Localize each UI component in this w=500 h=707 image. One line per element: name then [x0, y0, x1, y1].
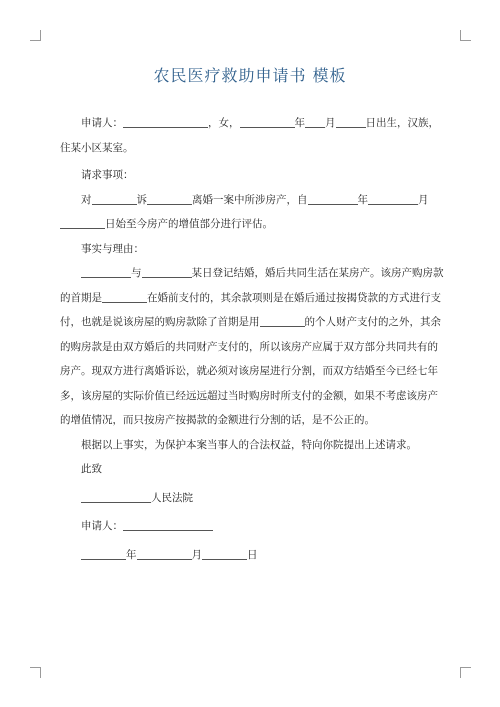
applicant-paragraph: 申请人： ，女， 年 月 日出生，汉族，住某小区某室。 — [60, 117, 439, 154]
request-heading: 请求事项： — [81, 169, 134, 181]
request-month-blank[interactable] — [368, 192, 418, 205]
signature-line: 申请人： — [60, 514, 445, 539]
defendant-blank[interactable] — [147, 192, 192, 205]
document-body — [60, 111, 445, 567]
date-month-blank[interactable] — [137, 547, 192, 560]
request-year-blank[interactable] — [308, 192, 358, 205]
date-line: 年 月 日 — [60, 543, 445, 568]
date-day-blank[interactable] — [202, 547, 247, 560]
applicant-label: 申请人： — [81, 117, 123, 129]
birth-year-blank[interactable] — [240, 115, 295, 128]
crop-mark-top-right — [460, 30, 471, 41]
signature-blank[interactable] — [123, 518, 213, 531]
plaintiff-blank[interactable] — [92, 192, 137, 205]
request-day-blank[interactable] — [60, 216, 105, 229]
court-line: 人民法院 — [60, 486, 445, 511]
applicant-name-blank[interactable] — [123, 115, 208, 128]
crop-mark-bottom-left — [30, 667, 41, 678]
facts-paragraph: 与 某日登记结婚，婚后共同生活在某房产。该房产购房款的首期是 在婚前支付的，其余款项则是在婚后通过按揭贷款的方式进行支付，也就是说该房屋的购房款除了首期是用 的个人财产支付的之外，其余的购房款是由双方婚后的共同财产支付的，所以该房产应属于双方部分共同共有的房产。现双方进行离婚诉讼，就必须对该房屋进行分割，而双方结婚至今已经七年多，该房屋的实际价值已经远远超过当时购房时所支付的金额，如果不考虑该房产的增值情况，而只按房产按揭款的金额进行分割的话，是不公正的。 — [60, 267, 444, 426]
crop-mark-top-left — [30, 30, 41, 41]
birth-month-blank[interactable] — [305, 115, 325, 128]
party-two-blank[interactable] — [142, 265, 192, 278]
request-paragraph: 对 诉 离婚一案中所涉房产，自 年 月 日始至今房产的增值部分进行评估。 — [60, 188, 445, 237]
date-year-blank[interactable] — [81, 547, 126, 560]
crop-mark-bottom-right — [460, 667, 471, 678]
applicant-address: 某小区某室。 — [70, 141, 134, 154]
salutation: 此致 — [81, 463, 102, 475]
conclusion-paragraph: 根据以上事实，为保护本案当事人的合法权益，特向你院提出上述请求。 — [81, 438, 417, 451]
court-name-blank[interactable] — [81, 490, 151, 503]
down-payment-blank[interactable] — [102, 290, 147, 303]
document-title: 农民医疗救助申请书 模板 — [153, 66, 347, 85]
birth-day-blank[interactable] — [336, 115, 366, 128]
facts-heading: 事实与理由： — [81, 242, 144, 255]
personal-property-blank[interactable] — [260, 314, 305, 327]
party-one-blank[interactable] — [81, 265, 131, 278]
